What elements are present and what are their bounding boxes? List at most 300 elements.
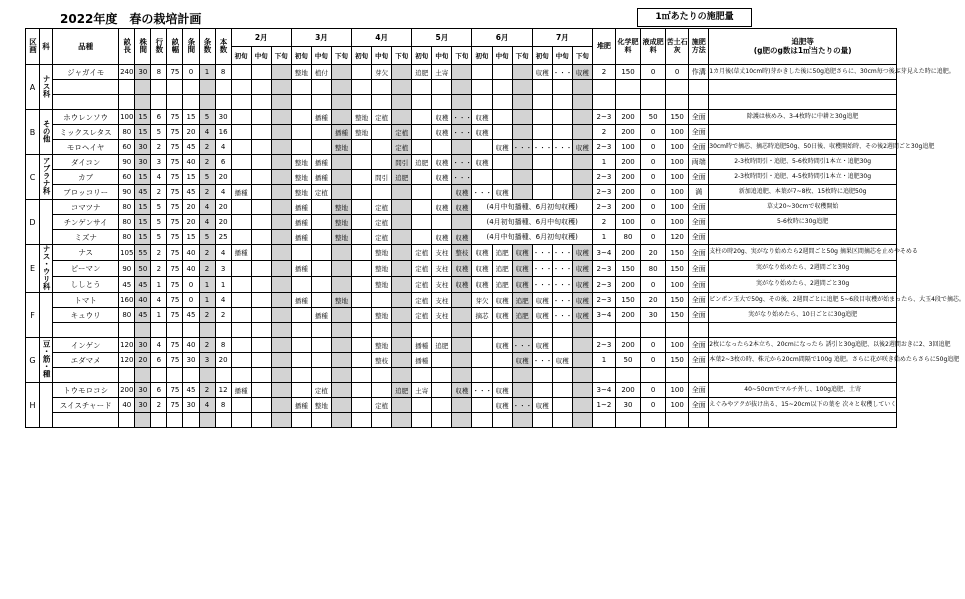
schedule-cell [331, 383, 351, 398]
schedule-cell [271, 245, 291, 261]
section-id: D [26, 200, 40, 245]
family-cell [40, 110, 53, 155]
attr-value [215, 413, 231, 428]
attr-value: 15 [183, 230, 199, 245]
fert-value: 0 [641, 155, 666, 170]
schedule-cell [472, 140, 492, 155]
fert-value: 0 [641, 230, 666, 245]
crop-row [26, 308, 897, 323]
schedule-cell: ・・・ [532, 245, 552, 261]
attr-value: 75 [167, 170, 183, 185]
crop-name [53, 323, 119, 338]
attr-value: 5 [151, 215, 167, 230]
schedule-cell [472, 80, 492, 95]
schedule-cell [512, 323, 532, 338]
fert-value: 150 [615, 261, 640, 277]
fert-value: 2~3 [592, 277, 615, 293]
crop-name: ミックスレタス [53, 125, 119, 140]
schedule-cell: 追肥 [512, 293, 532, 308]
fert-value: 100 [666, 140, 689, 155]
schedule-cell [372, 323, 392, 338]
schedule-cell [432, 80, 452, 95]
attr-value: 1 [215, 277, 231, 293]
crop-name: ししとう [53, 277, 119, 293]
schedule-cell [572, 338, 592, 353]
schedule-cell [352, 245, 372, 261]
schedule-cell [231, 125, 251, 140]
schedule-cell [352, 368, 372, 383]
schedule-cell: 定植 [412, 245, 432, 261]
schedule-cell [392, 338, 412, 353]
schedule-cell [251, 215, 271, 230]
schedule-cell [552, 323, 572, 338]
schedule-cell [452, 338, 472, 353]
schedule-cell [352, 383, 372, 398]
schedule-cell: 収穫 [532, 398, 552, 413]
schedule-cell [432, 383, 452, 398]
schedule-cell [231, 353, 251, 368]
schedule-cell [532, 170, 552, 185]
crop-row [26, 245, 897, 261]
attr-value: 75 [167, 215, 183, 230]
family-cell [40, 65, 53, 110]
attr-value: 120 [119, 338, 135, 353]
schedule-cell: 摘芯 [472, 308, 492, 323]
schedule-cell [492, 155, 512, 170]
schedule-cell [412, 170, 432, 185]
schedule-cell [452, 65, 472, 80]
attr-value: 75 [167, 65, 183, 80]
schedule-cell [472, 65, 492, 80]
fert-value: 1~2 [592, 398, 615, 413]
schedule-cell [372, 185, 392, 200]
attr-value: 4 [151, 338, 167, 353]
attr-value: 4 [215, 293, 231, 308]
fert-value: 200 [615, 170, 640, 185]
period-header: 初旬 [352, 47, 372, 65]
schedule-cell [492, 125, 512, 140]
fert-value [592, 80, 615, 95]
fert-value: 30 [641, 308, 666, 323]
schedule-cell [472, 338, 492, 353]
crop-name: コマツナ [53, 200, 119, 215]
period-header: 中旬 [311, 47, 331, 65]
schedule-cell [372, 293, 392, 308]
attr-value: 90 [119, 155, 135, 170]
schedule-cell [231, 215, 251, 230]
crop-name: カブ [53, 170, 119, 185]
schedule-cell [492, 80, 512, 95]
schedule-cell: 収穫 [472, 110, 492, 125]
schedule-cell [251, 353, 271, 368]
schedule-cell [512, 383, 532, 398]
schedule-cell [291, 95, 311, 110]
schedule-cell [452, 95, 472, 110]
schedule-cell: 間引 [392, 155, 412, 170]
schedule-cell [271, 261, 291, 277]
attr-value [167, 80, 183, 95]
attr-value: 2 [215, 308, 231, 323]
schedule-cell [412, 95, 432, 110]
fert-value: 100 [666, 277, 689, 293]
fert-value: 50 [641, 110, 666, 125]
attr-value: 2 [199, 140, 215, 155]
schedule-cell [452, 368, 472, 383]
attr-value: 30 [135, 140, 151, 155]
attr-value: 40 [135, 293, 151, 308]
schedule-cell [392, 277, 412, 293]
month-header: 3月 [291, 29, 351, 47]
crop-row [26, 155, 897, 170]
cultivation-plan-table [25, 28, 965, 428]
schedule-cell: 播種 [412, 353, 432, 368]
attr-header-text: 畝幅 [170, 38, 180, 53]
schedule-cell [251, 95, 271, 110]
attr-value: 4 [199, 398, 215, 413]
schedule-cell: 収穫 [432, 125, 452, 140]
schedule-cell [231, 230, 251, 245]
crop-row [26, 125, 897, 140]
fert-value: 100 [666, 215, 689, 230]
schedule-cell: 定植 [412, 293, 432, 308]
attr-value: 2 [151, 398, 167, 413]
fert-value: 30 [615, 398, 640, 413]
schedule-cell: 整地 [331, 140, 351, 155]
schedule-cell [532, 413, 552, 428]
fert-value: 150 [666, 293, 689, 308]
note-cell: 2-3枚時間引・追肥、4-5枚時間引1本立・追肥30g [709, 170, 897, 185]
schedule-cell [552, 155, 572, 170]
attr-header-text: 条間 [186, 38, 196, 53]
month-header: 5月 [412, 29, 472, 47]
schedule-cell [472, 95, 492, 110]
section-header-text: 区画 [28, 38, 38, 53]
schedule-cell [352, 170, 372, 185]
schedule-cell: 収穫 [492, 185, 512, 200]
note-cell: 実がなり始めたら、2週間ごと30g [709, 261, 897, 277]
note-cell: ピンポン玉大で50g、その後、2週間ごとに追肥 5~6段目収穫が始まったら、大玉4段で摘芯。 [709, 293, 897, 308]
fert-value [641, 80, 666, 95]
schedule-cell [412, 80, 432, 95]
table-header [26, 29, 897, 65]
attr-value: 8 [215, 65, 231, 80]
schedule-cell: 収穫 [452, 230, 472, 245]
schedule-cell: 追肥 [392, 383, 412, 398]
schedule-cell [512, 110, 532, 125]
schedule-cell: 支柱 [432, 277, 452, 293]
schedule-cell [412, 398, 432, 413]
schedule-cell: 整地 [291, 170, 311, 185]
attr-value [135, 413, 151, 428]
crop-name: ナス [53, 245, 119, 261]
schedule-cell: 整地 [331, 215, 351, 230]
schedule-cell [492, 95, 512, 110]
schedule-cell: 収穫 [552, 353, 572, 368]
attr-value: 20 [183, 125, 199, 140]
attr-value: 160 [119, 293, 135, 308]
schedule-cell [552, 413, 572, 428]
schedule-cell [512, 170, 532, 185]
schedule-cell: 芽欠 [372, 65, 392, 80]
fert-value: 全面 [689, 353, 709, 368]
fert-value: 2 [592, 215, 615, 230]
schedule-cell [291, 308, 311, 323]
fert-value: 全面 [689, 261, 709, 277]
fert-value: 200 [615, 185, 640, 200]
schedule-cell: 播種 [231, 185, 251, 200]
family-cell [40, 383, 53, 428]
fert-value: 0 [641, 277, 666, 293]
schedule-cell [271, 110, 291, 125]
period-header: 下旬 [572, 47, 592, 65]
schedule-cell: 収穫 [492, 293, 512, 308]
crop-row [26, 338, 897, 353]
crop-name [53, 413, 119, 428]
schedule-cell: 収穫 [472, 245, 492, 261]
fert-value: 2 [592, 125, 615, 140]
fert-value [641, 323, 666, 338]
fert-value: 200 [615, 277, 640, 293]
attr-value: 5 [151, 230, 167, 245]
schedule-cell [271, 155, 291, 170]
family-label: ナス・ウリ科 [42, 245, 52, 290]
fert-header [689, 29, 709, 65]
schedule-cell [552, 383, 572, 398]
schedule-cell: 収穫 [512, 261, 532, 277]
schedule-cell [251, 185, 271, 200]
schedule-cell [372, 155, 392, 170]
fert-value: 0 [641, 215, 666, 230]
fert-value: 2~3 [592, 185, 615, 200]
schedule-cell [392, 245, 412, 261]
schedule-cell: 収穫 [572, 293, 592, 308]
family-label: ナス科 [42, 74, 52, 98]
attr-value: 1 [151, 308, 167, 323]
table-body [26, 65, 965, 428]
fert-value: 2~3 [592, 261, 615, 277]
attr-value: 3 [151, 155, 167, 170]
attr-value: 120 [119, 353, 135, 368]
schedule-cell: 支柱 [432, 261, 452, 277]
attr-value: 15 [183, 170, 199, 185]
schedule-cell [392, 368, 412, 383]
period-header: 初旬 [412, 47, 432, 65]
schedule-note: (4月初旬播種、6月中旬収穫) [472, 215, 592, 230]
schedule-cell [231, 308, 251, 323]
schedule-cell [271, 398, 291, 413]
schedule-cell [432, 215, 452, 230]
schedule-cell [512, 125, 532, 140]
period-header: 中旬 [372, 47, 392, 65]
schedule-cell: 間引 [372, 170, 392, 185]
schedule-cell [512, 368, 532, 383]
attr-value [199, 413, 215, 428]
crop-row [26, 230, 897, 245]
fert-value [592, 323, 615, 338]
fert-value: 3~4 [592, 383, 615, 398]
schedule-cell: 播種 [412, 338, 432, 353]
schedule-cell: 追肥 [492, 277, 512, 293]
schedule-cell [412, 368, 432, 383]
fert-header [666, 29, 689, 65]
crop-row [26, 110, 897, 125]
attr-value [215, 95, 231, 110]
fert-value: 0 [641, 125, 666, 140]
attr-value [199, 368, 215, 383]
attr-value [199, 323, 215, 338]
schedule-cell [392, 261, 412, 277]
schedule-cell [271, 413, 291, 428]
schedule-cell [331, 65, 351, 80]
schedule-cell: ・・・ [532, 140, 552, 155]
attr-value: 30 [183, 353, 199, 368]
fert-value [689, 80, 709, 95]
schedule-cell [452, 398, 472, 413]
schedule-cell: 収穫 [452, 277, 472, 293]
family-cell [40, 200, 53, 245]
attr-value: 75 [167, 125, 183, 140]
fert-value: 200 [615, 383, 640, 398]
schedule-cell [532, 95, 552, 110]
attr-value: 4 [199, 125, 215, 140]
crop-name: チンゲンサイ [53, 215, 119, 230]
attr-value [183, 95, 199, 110]
schedule-cell [231, 398, 251, 413]
schedule-cell: 整地 [331, 293, 351, 308]
fert-value [666, 323, 689, 338]
schedule-cell: ・・・ [512, 398, 532, 413]
schedule-cell: 収穫 [432, 200, 452, 215]
schedule-cell [271, 95, 291, 110]
schedule-cell [352, 413, 372, 428]
attr-value: 2 [151, 245, 167, 261]
fert-value [615, 368, 640, 383]
schedule-cell [291, 110, 311, 125]
attr-value: 25 [215, 230, 231, 245]
schedule-cell [291, 338, 311, 353]
schedule-cell: 播種 [311, 110, 331, 125]
schedule-cell [291, 140, 311, 155]
schedule-cell [231, 277, 251, 293]
schedule-cell [452, 80, 472, 95]
page-title [60, 10, 213, 27]
fert-value [615, 413, 640, 428]
schedule-cell [311, 277, 331, 293]
schedule-cell [552, 368, 572, 383]
note-cell: 草丈20~30cmで収穫開始 [709, 200, 897, 215]
schedule-cell: ・・・ [452, 125, 472, 140]
attr-value: 60 [119, 140, 135, 155]
fert-value: 2~3 [592, 200, 615, 215]
schedule-cell [432, 353, 452, 368]
schedule-cell [392, 95, 412, 110]
schedule-cell [512, 95, 532, 110]
schedule-cell: 収穫 [472, 125, 492, 140]
fert-value: 150 [666, 110, 689, 125]
fert-value [666, 413, 689, 428]
attr-value: 8 [215, 398, 231, 413]
fert-value: 100 [666, 125, 689, 140]
schedule-cell [251, 293, 271, 308]
schedule-cell [291, 368, 311, 383]
attr-value: 30 [215, 110, 231, 125]
schedule-cell [311, 230, 331, 245]
section-id: G [26, 338, 40, 383]
schedule-cell [432, 413, 452, 428]
schedule-cell: 整地 [331, 230, 351, 245]
section-id: A [26, 65, 40, 110]
schedule-cell [392, 413, 412, 428]
schedule-cell [331, 80, 351, 95]
schedule-cell [271, 200, 291, 215]
schedule-cell: 定植 [392, 140, 412, 155]
schedule-cell [231, 80, 251, 95]
attr-value [215, 323, 231, 338]
attr-value [215, 368, 231, 383]
fert-value: 150 [615, 293, 640, 308]
attr-value: 40 [183, 261, 199, 277]
fert-value: 20 [641, 293, 666, 308]
attr-header-text: 行数 [154, 38, 164, 53]
fert-value: 0 [641, 65, 666, 80]
attr-value: 6 [215, 155, 231, 170]
attr-value: 40 [183, 155, 199, 170]
schedule-cell [352, 95, 372, 110]
attr-value [215, 80, 231, 95]
attr-value [183, 368, 199, 383]
schedule-cell [271, 230, 291, 245]
schedule-cell [231, 323, 251, 338]
schedule-note: (4月中旬播種、6月初旬収穫) [472, 200, 592, 215]
schedule-cell: 収穫 [532, 65, 552, 80]
schedule-cell [552, 125, 572, 140]
schedule-cell: 播種 [291, 200, 311, 215]
notes-header [709, 29, 897, 65]
fert-value: 1 [592, 230, 615, 245]
schedule-cell: 植付 [311, 65, 331, 80]
schedule-cell: 播種 [291, 230, 311, 245]
schedule-cell [392, 323, 412, 338]
attr-value: 45 [183, 185, 199, 200]
period-header: 中旬 [492, 47, 512, 65]
schedule-cell [452, 293, 472, 308]
schedule-cell: 整枝 [372, 353, 392, 368]
attr-header [183, 29, 199, 65]
attr-value: 1 [199, 277, 215, 293]
schedule-cell: 整地 [372, 277, 392, 293]
schedule-cell [271, 308, 291, 323]
unit-note-box: 1㎡あたりの施肥量 [637, 8, 752, 27]
schedule-cell [452, 215, 472, 230]
schedule-cell [392, 110, 412, 125]
attr-value: 15 [135, 110, 151, 125]
schedule-cell: 収穫 [472, 277, 492, 293]
schedule-cell [492, 170, 512, 185]
schedule-cell [251, 140, 271, 155]
schedule-cell: 定植 [372, 215, 392, 230]
schedule-cell: 収穫 [492, 398, 512, 413]
schedule-cell: 播種 [291, 398, 311, 413]
schedule-cell: 追肥 [432, 338, 452, 353]
schedule-cell [251, 308, 271, 323]
fert-value [666, 95, 689, 110]
schedule-cell: 支柱 [432, 245, 452, 261]
fert-header [641, 29, 666, 65]
family-cell [40, 293, 53, 338]
fert-value: 全面 [689, 110, 709, 125]
family-cell [40, 245, 53, 293]
schedule-cell [452, 413, 472, 428]
